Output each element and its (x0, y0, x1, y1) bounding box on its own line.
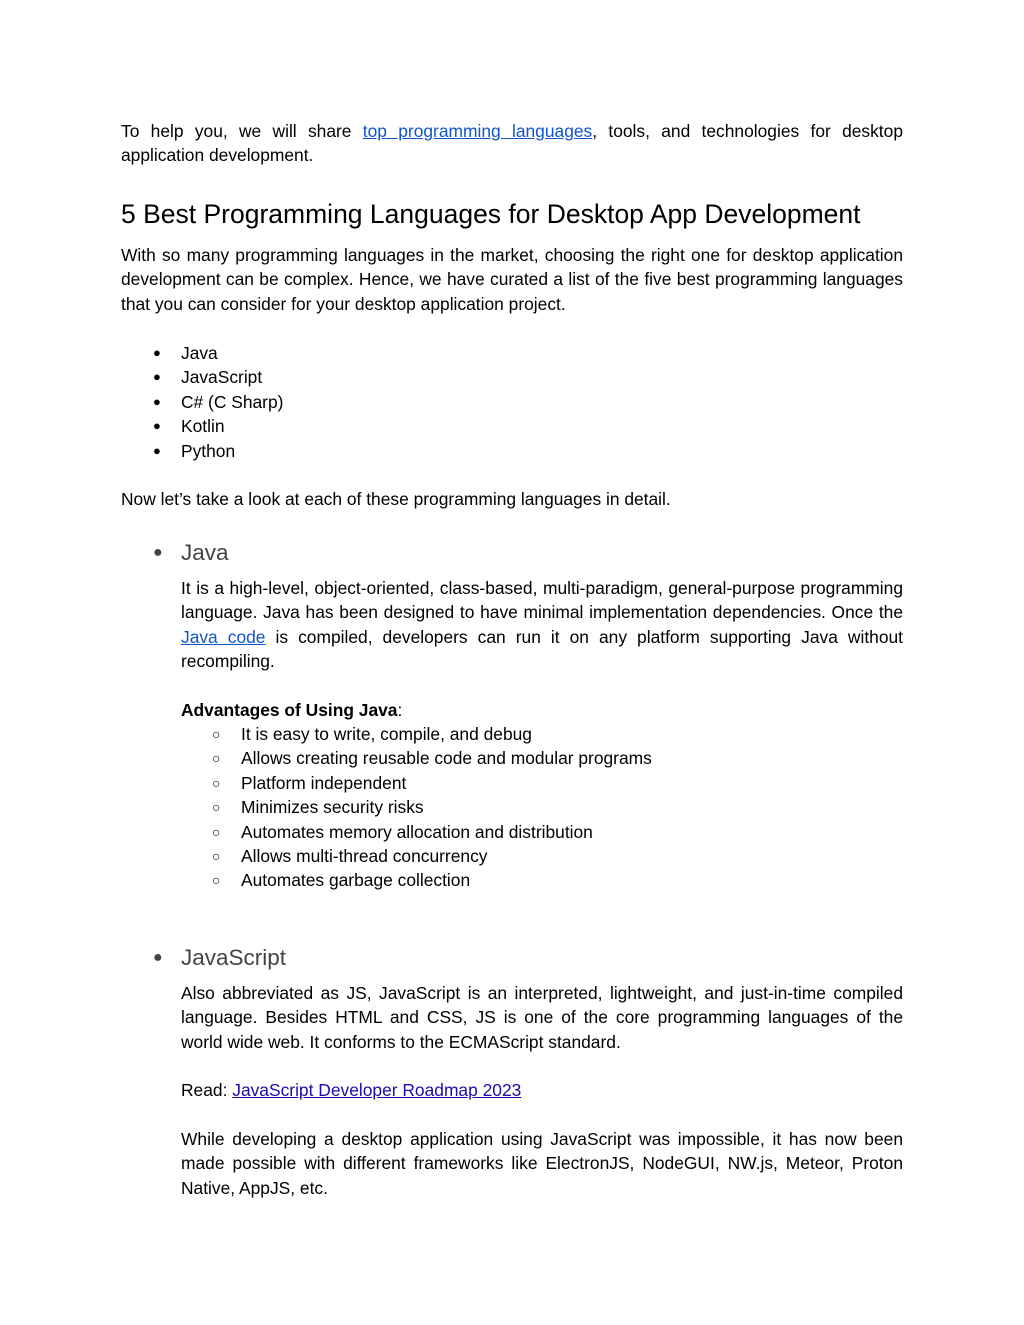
list-item-label: C# (C Sharp) (181, 391, 284, 412)
list-item (181, 722, 652, 746)
list-item-label: Allows creating reusable code and modular programs (241, 748, 652, 769)
java-advantages-heading (181, 698, 903, 722)
javascript-roadmap-link[interactable]: JavaScript Developer Roadmap 2023 (232, 1080, 522, 1100)
advantages-title: Advantages of Using Java (181, 700, 398, 720)
bullet-icon: ● (153, 393, 161, 409)
circle-bullet-icon: ○ (212, 823, 221, 840)
java-advantages-list (181, 722, 652, 893)
list-item (181, 771, 652, 795)
page-heading: 5 Best Programming Languages for Desktop App Development (121, 199, 861, 229)
list-item (181, 795, 652, 819)
java-description (181, 576, 903, 674)
detail-intro-paragraph: Now let’s take a look at each of these programming languages in detail. (121, 489, 671, 509)
java-text-after: is compiled, developers can run it on any platform supporting Java without recompiling. (181, 626, 904, 672)
list-item-label: Allows multi-thread concurrency (241, 846, 488, 867)
list-item-label: Minimizes security risks (241, 797, 424, 818)
list-item-label: It is easy to write, compile, and debug (241, 724, 532, 744)
javascript-frameworks-paragraph: While developing a desktop application using JavaScript was impossible, it has now been made possible with different frameworks like ElectronJS, NodeGUI, NW.js, Meteor, Proton Native, AppJS, etc. (181, 1129, 903, 1198)
read-label: Read: (181, 1080, 233, 1100)
list-item-label: Python (181, 440, 236, 461)
list-item (181, 746, 652, 770)
list-item-label: Automates memory allocation and distribution (241, 821, 593, 842)
advantages-colon: : (397, 700, 403, 720)
language-list (121, 341, 283, 463)
circle-bullet-icon: ○ (212, 750, 221, 767)
intro-text-before: To help you, we will share (121, 121, 363, 141)
list-item (121, 439, 283, 463)
bullet-icon: ● (153, 345, 161, 360)
javascript-read-line (181, 1078, 903, 1102)
list-item (121, 414, 283, 438)
list-item-label: Automates garbage collection (241, 870, 471, 891)
bullet-icon: ● (153, 544, 163, 561)
intro-text-after: , tools, and technologies for desktop application development. (121, 121, 903, 166)
circle-bullet-icon: ○ (212, 872, 221, 889)
list-item (181, 844, 652, 868)
list-item-label: Kotlin (181, 416, 225, 437)
bullet-icon: ● (153, 949, 163, 966)
list-item-label: Platform independent (241, 772, 407, 793)
bullet-icon: ● (153, 369, 161, 385)
circle-bullet-icon: ○ (212, 848, 221, 865)
top-programming-languages-link[interactable]: top programming languages (362, 121, 593, 141)
javascript-description: Also abbreviated as JS, JavaScript is an interpreted, lightweight, and just-in-time compiled language. Besides HTML and CSS, JS is one of the core programming languages of the world wide web. It conforms to the ECMAScript standard. (181, 983, 903, 1052)
list-item (181, 820, 652, 844)
list-item-label: JavaScript (181, 367, 263, 388)
circle-bullet-icon: ○ (212, 799, 221, 816)
list-item (121, 365, 283, 389)
list-item (181, 868, 652, 892)
java-text-before: It is a high-level, object-oriented, class-based, multi-paradigm, general-purpose programming language. Java has been designed to have minimal implementation dependencies. Once the (181, 578, 903, 623)
java-section-title: Java (181, 540, 229, 565)
circle-bullet-icon: ○ (212, 726, 221, 742)
javascript-section-title: JavaScript (181, 945, 287, 970)
bullet-icon: ● (153, 418, 161, 434)
list-item-label: Java (181, 343, 218, 363)
overview-paragraph: With so many programming languages in the market, choosing the right one for desktop application development can be complex. Hence, we have curated a list of the five best programming languages that you can consider for your desktop application project. (121, 245, 903, 314)
list-item (121, 390, 283, 414)
intro-paragraph (121, 119, 903, 168)
bullet-icon: ● (153, 442, 161, 458)
circle-bullet-icon: ○ (212, 774, 221, 791)
list-item (121, 341, 283, 365)
java-code-link[interactable]: Java code (181, 626, 266, 647)
